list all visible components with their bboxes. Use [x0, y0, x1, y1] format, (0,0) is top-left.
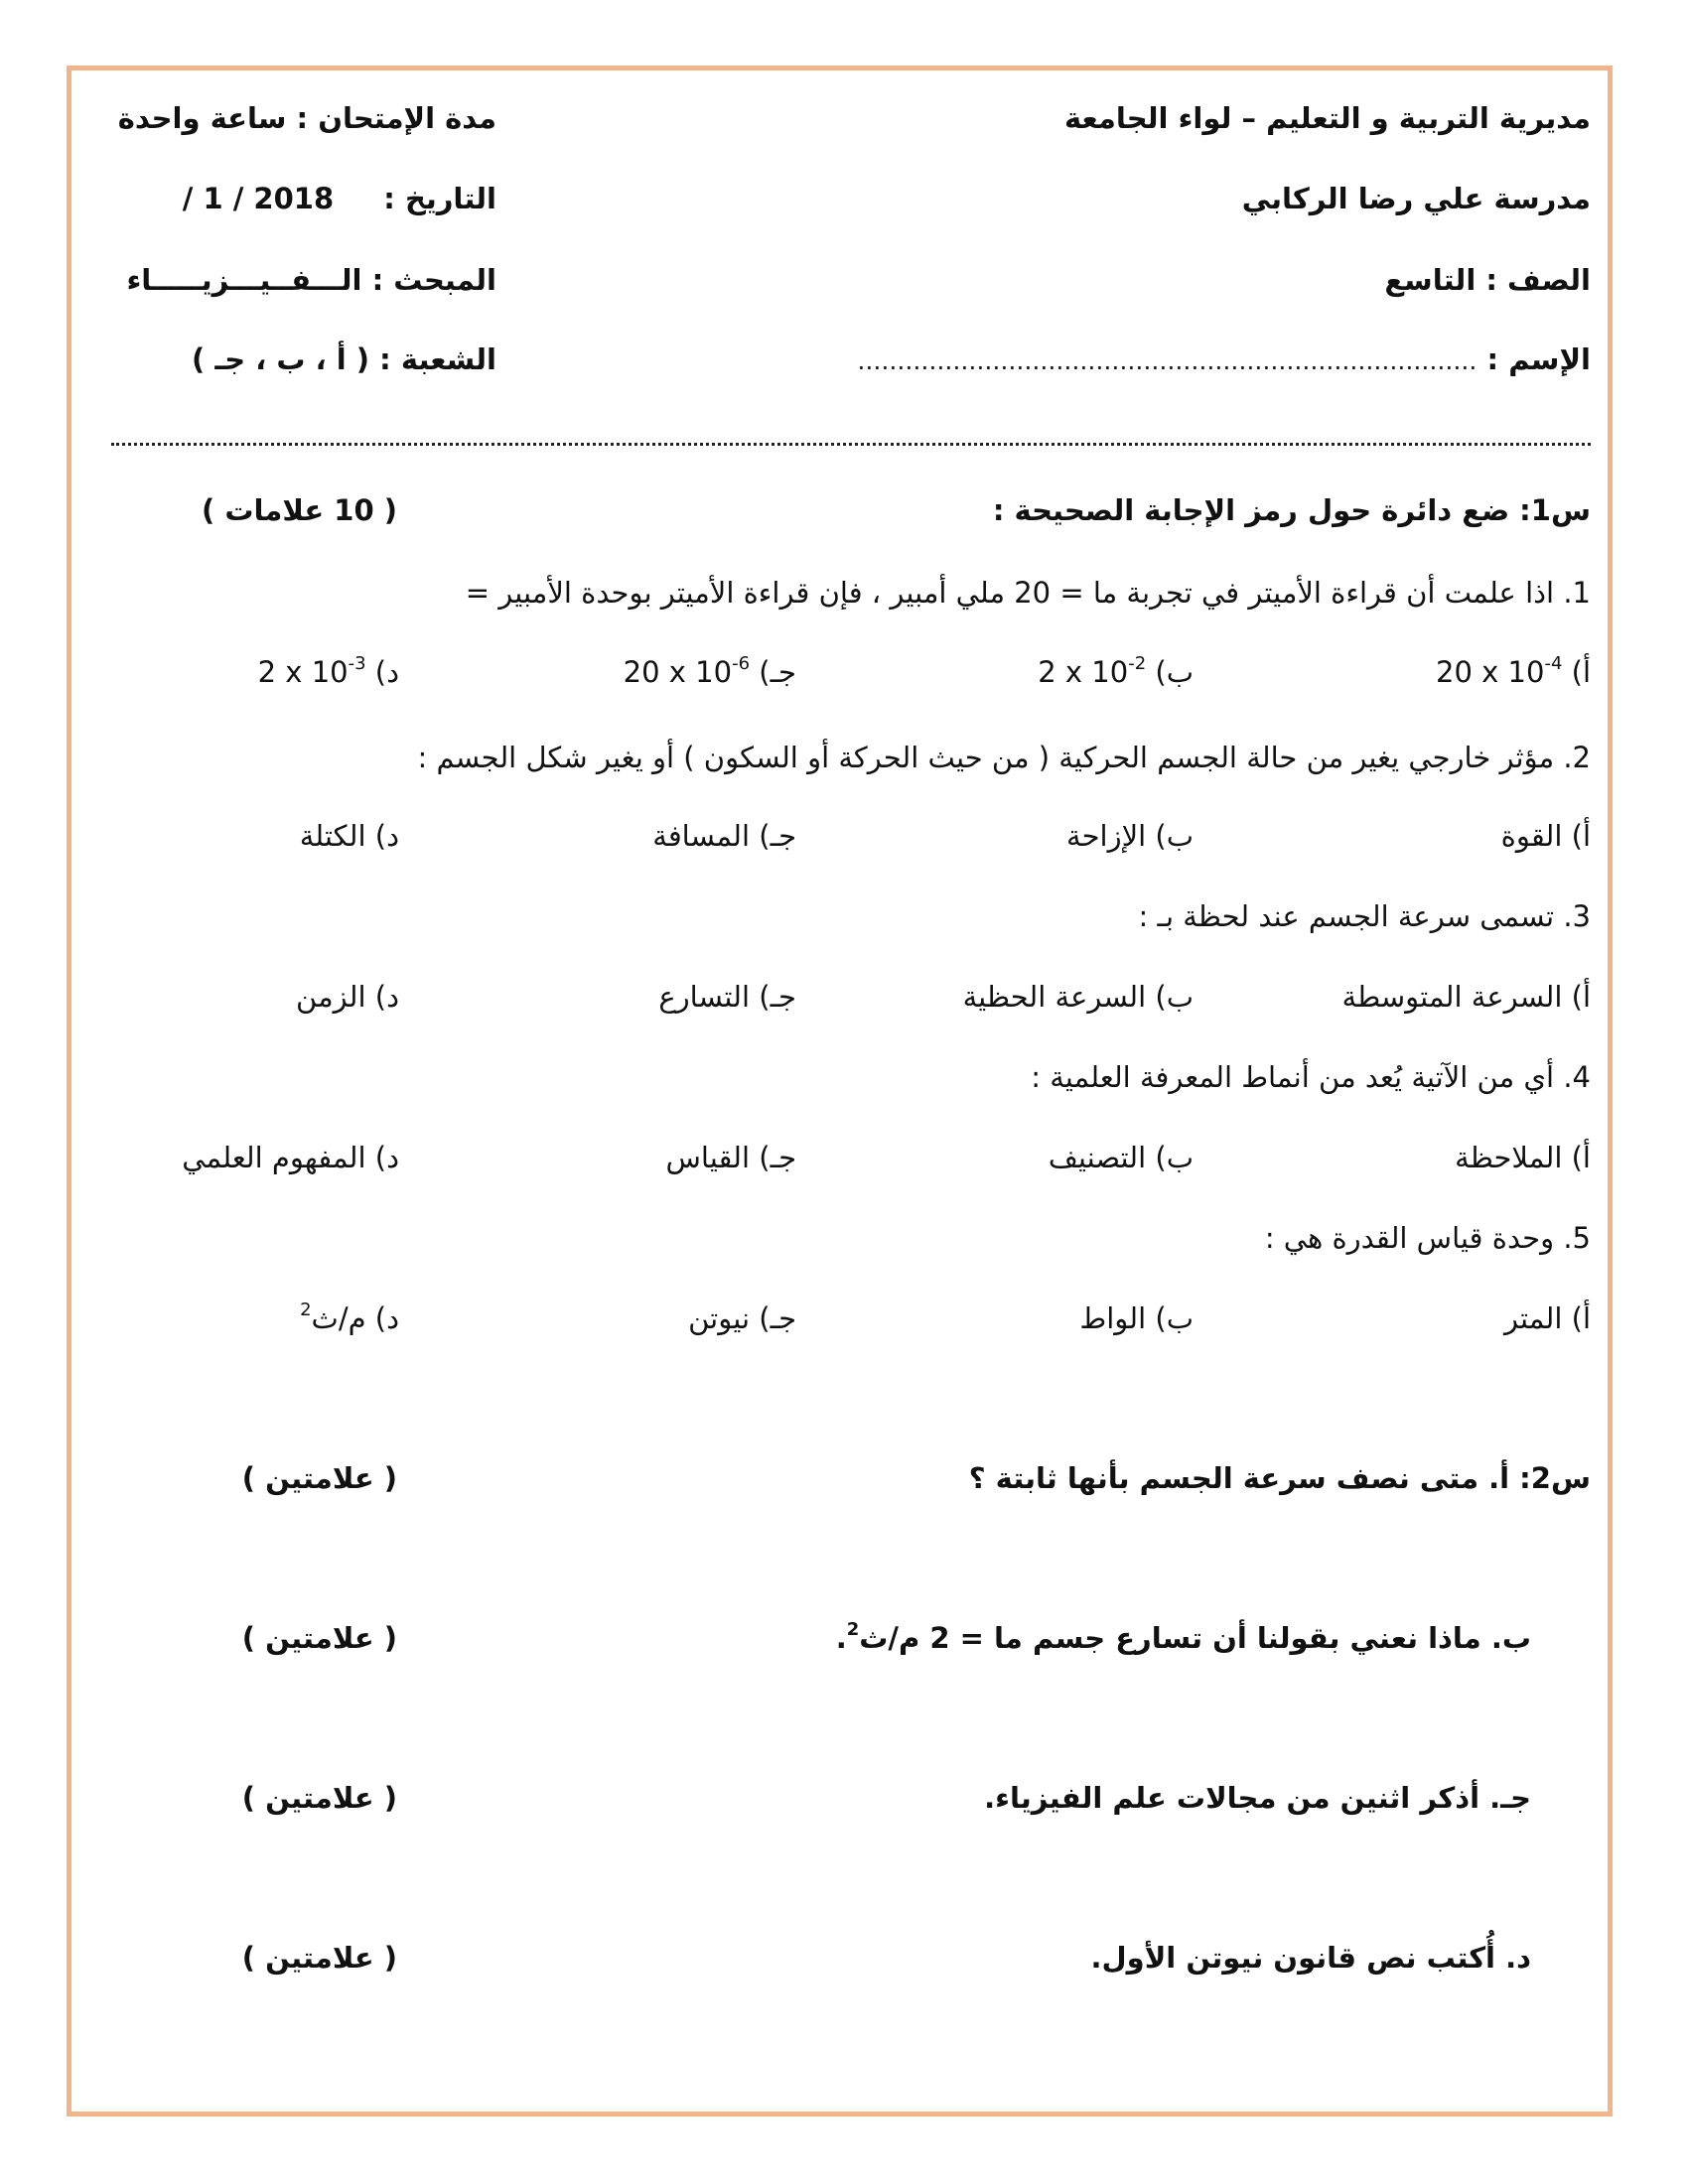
q1-item-2 [417, 741, 1591, 774]
name-label: الإسم : [1477, 342, 1591, 376]
q1-item-5-option-c[interactable]: جـ) نيوتن [688, 1301, 796, 1335]
q2-part-a-marks: ( علامتين ) [241, 1461, 397, 1495]
q2-part-c-marks: ( علامتين ) [241, 1781, 397, 1815]
date-value: / 1 / 2018 [182, 182, 335, 215]
q1-item-3-option-b[interactable]: ب) السرعة الحظية [962, 980, 1194, 1014]
school-name: مدرسة علي رضا الركابي [1241, 182, 1591, 215]
q2-part-b-marks: ( علامتين ) [241, 1621, 397, 1655]
q1-item-5 [1265, 1221, 1591, 1255]
q2-part-a: س2: أ. متى نصف سرعة الجسم بأنها ثابتة ؟ [968, 1461, 1591, 1495]
q2-part-d: د. أُكتب نص قانون نيوتن الأول. [1090, 1941, 1531, 1975]
q2-part-b: ب. ماذا نعني بقولنا أن تسارع جسم ما = 2 م/ث$^2$. [835, 1619, 1531, 1655]
exam-duration: مدة الإمتحان : ساعة واحدة [117, 101, 496, 135]
item-number: 5. [1563, 1221, 1591, 1255]
q1-item-3-option-d[interactable]: د) الزمن [296, 980, 399, 1014]
grade-line: الصف : التاسع [1384, 263, 1591, 297]
item-number: 4. [1563, 1060, 1591, 1094]
q2-part-d-marks: ( علامتين ) [241, 1941, 397, 1975]
q1-item-4-option-b[interactable]: ب) التصنيف [1048, 1141, 1194, 1174]
date-label: التاريخ : [373, 182, 496, 215]
q1-item-4-option-c[interactable]: جـ) القياس [665, 1141, 796, 1174]
q1-item-1-option-a[interactable]: أ) 20 x $10^{-4}$ [1436, 653, 1591, 689]
name-blank[interactable]: …………………………………………………………………… [857, 347, 1477, 375]
q1-item-5-option-a[interactable]: أ) المتر [1504, 1301, 1591, 1335]
item-text: وحدة قياس القدرة هي : [1264, 1221, 1555, 1255]
q1-item-5-option-d[interactable]: د) م/ث$^2$ [300, 1299, 399, 1335]
q1-item-5-option-b[interactable]: ب) الواط [1079, 1301, 1194, 1335]
q1-item-3-option-a[interactable]: أ) السرعة المتوسطة [1341, 980, 1591, 1014]
item-text: أي من الآتية يُعد من أنماط المعرفة العلمية : [1031, 1060, 1555, 1094]
item-number: 3. [1563, 899, 1591, 933]
q1-item-4-option-d[interactable]: د) المفهوم العلمي [182, 1141, 399, 1174]
q1-item-2-option-d[interactable]: د) الكتلة [299, 819, 399, 853]
q1-marks: ( 10 علامات ) [202, 493, 397, 527]
q1-item-4-option-a[interactable]: أ) الملاحظة [1455, 1141, 1591, 1174]
q1-item-1-option-b[interactable]: ب) 2 x $10^{-2}$ [1038, 653, 1194, 689]
section-label: الشعبة : [369, 342, 496, 376]
exam-date [183, 182, 496, 215]
q1-item-1-option-d[interactable]: د) 2 x $10^{-3}$ [257, 653, 399, 689]
q1-title: س1: ضع دائرة حول رمز الإجابة الصحيحة : [992, 493, 1591, 527]
subject-line: المبحث : الـــفــيـــزيـــــاء [126, 263, 496, 297]
item-text: مؤثر خارجي يغير من حالة الجسم الحركية ( من حيث الحركة أو السكون ) أو يغير شكل الجسم : [417, 741, 1555, 774]
q1-item-3-option-c[interactable]: جـ) التسارع [658, 980, 796, 1014]
item-number: 2. [1563, 741, 1591, 774]
q1-item-1-option-c[interactable]: جـ) 20 x $10^{-6}$ [623, 653, 796, 689]
directorate-line: مديرية التربية و التعليم – لواء الجامعة [1063, 101, 1591, 135]
q1-item-1 [466, 576, 1591, 610]
header-divider [111, 443, 1591, 446]
section-value: ( أ ، ب ، جـ ) [192, 342, 370, 376]
item-text: تسمى سرعة الجسم عند لحظة بـ : [1138, 899, 1555, 933]
q1-item-4 [1031, 1060, 1591, 1094]
section-line [192, 342, 496, 376]
q1-item-2-option-c[interactable]: جـ) المسافة [652, 819, 796, 853]
q1-item-2-option-b[interactable]: ب) الإزاحة [1066, 819, 1194, 853]
item-number: 1. [1563, 576, 1591, 610]
q1-item-3 [1138, 899, 1591, 933]
student-name-line [857, 342, 1591, 376]
q1-item-2-option-a[interactable]: أ) القوة [1500, 819, 1591, 853]
q2-part-c: جـ. أذكر اثنين من مجالات علم الفيزياء. [984, 1781, 1531, 1815]
item-text: اذا علمت أن قراءة الأميتر في تجربة ما = 20 ملي أمبير ، فإن قراءة الأميتر بوحدة الأمبير = [465, 576, 1555, 610]
